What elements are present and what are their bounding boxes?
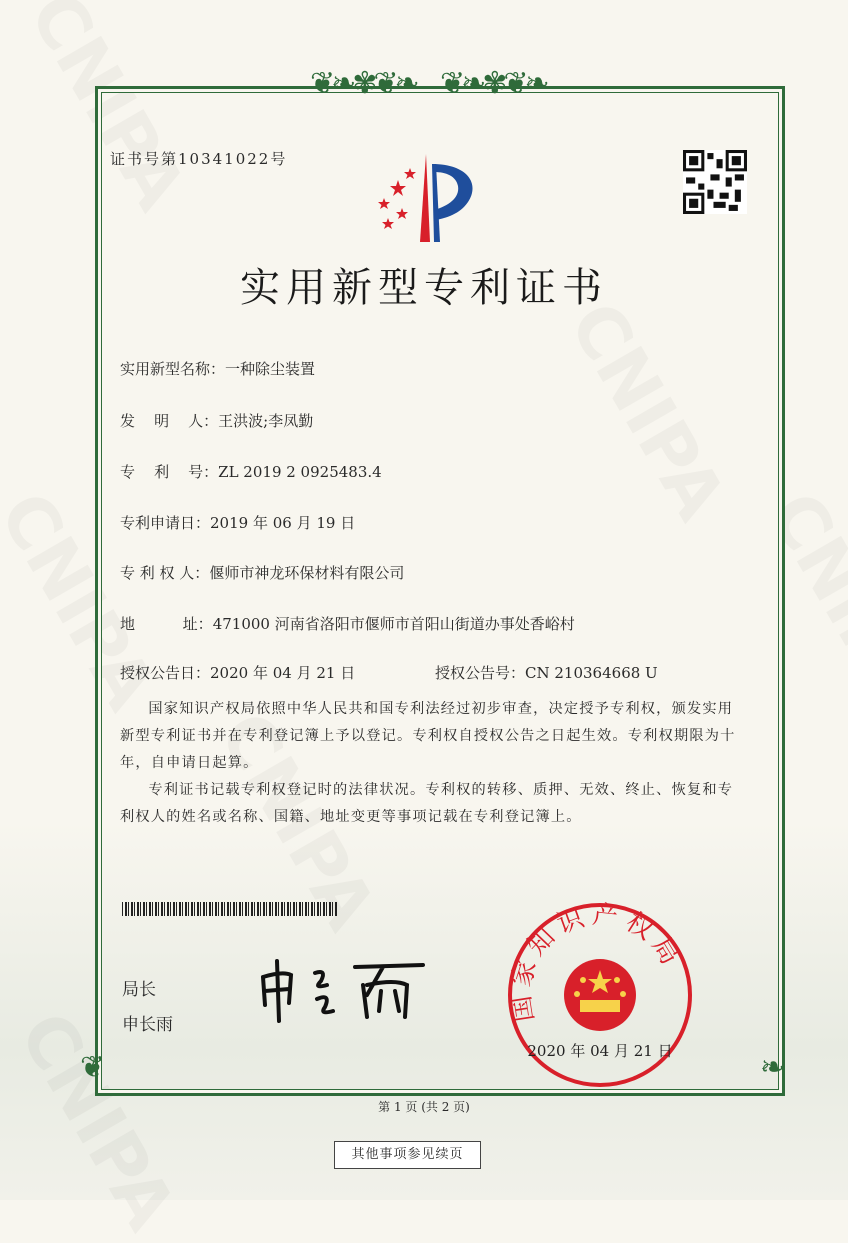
field-patent-number: 专 利 号：ZL 2019 2 0925483.4 [120,463,382,481]
official-seal [505,900,695,1090]
seal-text: 国家知识产权局 [505,900,688,1024]
field-inventors: 发 明 人：王洪波;李凤勤 [120,412,314,430]
continued-notice: 其他事项参见续页 [334,1141,481,1169]
certificate-number: 证书号第10341022号 [110,150,288,168]
certificate-title: 实用新型专利证书 [240,265,608,311]
field-grant-date: 授权公告日：2020 年 04 月 21 日 [120,664,356,682]
certificate-body [120,696,745,831]
field-utility-model-name: 实用新型名称：一种除尘装置 [120,360,316,378]
signature [255,955,435,1025]
signatory-name: 申长雨 [122,1015,173,1035]
body-paragraph: 专利证书记载专利权登记时的法律状况。专利权的转移、质押、无效、终止、恢复和专利权人的姓名或名称、国籍、地址变更等事项记载在专利登记簿上。 [120,782,734,825]
field-grant-number: 授权公告号：CN 210364668 U [435,664,658,682]
top-ornament: ❦❧✾❦❧ [310,66,416,101]
qr-code-icon [683,150,747,214]
body-paragraph: 国家知识产权局依照中华人民共和国专利法经过初步审查，决定授予专利权，颁发实用新型专利证书并在专利登记簿上予以登记。专利权自授权公告之日起生效。专利权期限为十年，自申请日起算。 [120,701,736,771]
signatory-role: 局长 [122,980,156,1000]
field-patentee: 专 利 权 人：偃师市神龙环保材料有限公司 [120,564,405,582]
field-application-date: 专利申请日：2019 年 06 月 19 日 [120,514,356,532]
seal-date: 2020 年 04 月 21 日 [527,1042,673,1060]
page-indicator: 第 1 页 (共 2 页) [378,1100,470,1114]
top-ornament: ❦❧✾❦❧ [440,66,546,101]
barcode [122,902,337,916]
corner-ornament: ❧ [760,1050,786,1085]
corner-ornament: ❦ [80,1050,106,1085]
field-address: 地 址：471000 河南省洛阳市偃师市首阳山街道办事处香峪村 [120,615,575,633]
cnipa-logo [368,150,488,246]
